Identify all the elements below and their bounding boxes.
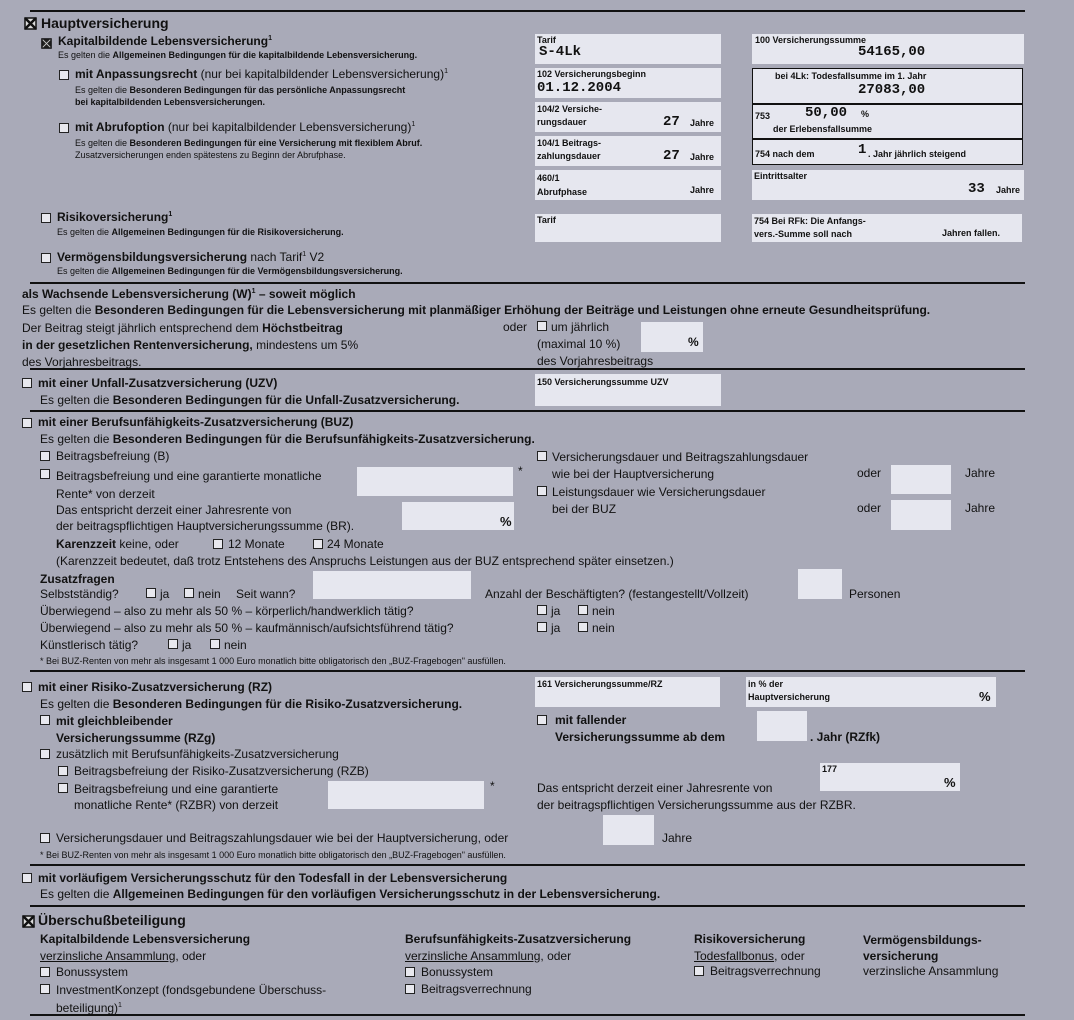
label-line: InvestmentKonzept (fondsgebundene Überschuss- bbox=[56, 983, 327, 997]
hauptversicherung-checkbox[interactable] bbox=[24, 17, 37, 30]
karenzzeit-rest: keine, oder bbox=[116, 537, 179, 551]
buz-bonussystem-label: Bonussystem bbox=[421, 965, 494, 979]
rz-title: mit einer Risiko-Zusatzversicherung (RZ) bbox=[38, 680, 273, 694]
buz-vd-jahre-input[interactable] bbox=[891, 465, 951, 494]
buz-br-label bbox=[56, 467, 322, 503]
divider bbox=[30, 410, 1025, 412]
eintrittsalter-value: 33 bbox=[968, 181, 985, 197]
ueber-buz-default bbox=[405, 949, 571, 963]
unit-label: Jahre bbox=[690, 118, 715, 128]
wachsend-title bbox=[22, 287, 356, 301]
desc-bold: Allgemeinen Bedingungen für den vorläufigen Versicherungsschutz in der Lebensversicherung. bbox=[112, 887, 661, 901]
ueber-vermoegen-title bbox=[863, 932, 982, 964]
buz-bonussystem-checkbox[interactable] bbox=[405, 967, 415, 977]
nein-label: nein bbox=[592, 621, 615, 635]
label-line: mit gleichbleibender bbox=[56, 714, 173, 728]
desc-prefix: Es gelten die bbox=[57, 227, 112, 237]
ja-label: ja bbox=[551, 604, 561, 618]
ueberschuss-checkbox[interactable] bbox=[22, 915, 35, 928]
anpassung-title bbox=[75, 67, 448, 81]
todesfallbonus-link: Todesfallbonus bbox=[694, 949, 775, 963]
divider bbox=[753, 103, 1022, 105]
risiko-title-text: Risikoversicherung bbox=[57, 210, 169, 224]
label-line: rungsdauer bbox=[537, 117, 587, 127]
desc-prefix: Es gelten die bbox=[58, 50, 113, 60]
buz-desc bbox=[40, 432, 535, 446]
buz-vd-checkbox[interactable] bbox=[537, 451, 547, 461]
rz-summe-label: 161 Versicherungssumme/RZ bbox=[537, 679, 663, 689]
checked-x-icon bbox=[24, 17, 37, 30]
nein-label: nein bbox=[224, 638, 247, 652]
buz-entspricht bbox=[56, 502, 354, 534]
selbst-ja-checkbox[interactable] bbox=[146, 588, 156, 598]
percent-label: % bbox=[861, 109, 870, 119]
tarif-field[interactable] bbox=[535, 34, 721, 64]
desc-prefix: Es gelten die bbox=[40, 432, 113, 446]
label-line: 754 Bei RFk: Die Anfangs- bbox=[754, 216, 866, 226]
footnote-mark: 1 bbox=[268, 35, 272, 42]
oder-label: oder bbox=[857, 501, 882, 515]
todesfallsumme-label: bei 4Lk: Todesfallsumme im 1. Jahr bbox=[775, 71, 927, 81]
field-753-value[interactable]: 50,00 bbox=[805, 105, 848, 121]
buz-ld-jahre-input[interactable] bbox=[891, 500, 951, 530]
footnote-mark: 1 bbox=[444, 68, 448, 75]
desc-bold: Besonderen Bedingungen für die Unfall-Zusatzversicherung. bbox=[112, 393, 460, 407]
jahre-label: Jahre bbox=[662, 831, 693, 845]
desc-prefix: Es gelten die bbox=[75, 138, 130, 148]
buz-ld-checkbox[interactable] bbox=[537, 486, 547, 496]
field-754-label: 754 nach dem bbox=[755, 149, 815, 159]
label-line: Vermögensbildungs- bbox=[863, 933, 982, 947]
divider bbox=[30, 670, 1025, 672]
field-754-rest: . Jahr jährlich steigend bbox=[868, 149, 967, 159]
versicherungssumme-label: 100 Versicherungssumme bbox=[755, 35, 867, 45]
rfk-label-end: Jahren fallen. bbox=[942, 228, 1001, 238]
vermoegen-desc bbox=[57, 266, 403, 276]
versicherungssumme-value: 54165,00 bbox=[858, 44, 926, 60]
label-line: Leistungsdauer wie Versicherungsdauer bbox=[552, 485, 766, 499]
beitragszahlungsdauer-field[interactable] bbox=[535, 136, 721, 166]
karenz-12-label: 12 Monate bbox=[228, 537, 285, 551]
tarif-label: Tarif bbox=[537, 215, 556, 225]
rzg-label bbox=[56, 713, 215, 747]
ueber-buz-title: Berufsunfähigkeits-Zusatzversicherung bbox=[405, 932, 632, 946]
rzfk-jahr-input[interactable] bbox=[757, 711, 807, 741]
tarif-risiko-field[interactable] bbox=[535, 214, 721, 242]
buz-vd-label bbox=[552, 449, 808, 483]
percent-label: % bbox=[688, 335, 699, 349]
footnote-mark: 1 bbox=[411, 121, 416, 128]
unit-label: Jahre bbox=[690, 185, 715, 195]
buz-br-percent-input[interactable] bbox=[402, 502, 514, 530]
erlebensfallsumme-label: der Erlebensfallsumme bbox=[773, 124, 873, 134]
jahre-label: Jahre bbox=[965, 501, 996, 515]
label-line: Das entspricht derzeit einer Jahresrente von bbox=[537, 781, 773, 795]
divider bbox=[753, 138, 1022, 140]
buz-b-label: Beitragsbefreiung (B) bbox=[56, 449, 170, 463]
um-jaehrlich-checkbox[interactable] bbox=[537, 321, 547, 331]
zusatzfragen-title: Zusatzfragen bbox=[40, 572, 115, 586]
rz-buz-checkbox[interactable] bbox=[40, 749, 50, 759]
desc-line: Zusatzversicherungen enden spätestens zu Beginn der Abrufphase. bbox=[75, 150, 346, 160]
asterisk: * bbox=[518, 464, 523, 478]
kapital-investment-label bbox=[56, 982, 326, 1016]
vorlaeufig-desc bbox=[40, 887, 660, 901]
rz-buz-label: zusätzlich mit Berufsunfähigkeits-Zusatzversicherung bbox=[56, 747, 339, 761]
buz-checkbox[interactable] bbox=[22, 418, 32, 428]
unit-label: Jahre bbox=[996, 185, 1021, 195]
karenzzeit-note: (Karenzzeit bedeutet, daß trotz Entstehens des Anspruchs Leistungen aus der BUZ entsprechend später einsetzen.) bbox=[56, 554, 674, 568]
desc-bold: Besonderen Bedingungen für eine Versicherung mit flexiblem Abruf. bbox=[129, 138, 423, 148]
todesfall-box bbox=[752, 68, 1023, 165]
uzv-summe-label: 150 Versicherungssumme UZV bbox=[537, 377, 669, 387]
eintrittsalter-field[interactable] bbox=[752, 170, 1024, 200]
label-line: monatliche Rente* (RZBR) von derzeit bbox=[74, 798, 279, 812]
desc-bold: Besonderen Bedingungen für die Risiko-Zusatzversicherung. bbox=[112, 697, 463, 711]
label-line: der beitragspflichtigen Versicherungssumme aus der RZBR. bbox=[537, 798, 856, 812]
rzb-label: Beitragsbefreiung der Risiko-Zusatzversicherung (RZB) bbox=[74, 764, 369, 778]
abruf-title bbox=[75, 120, 415, 134]
abruf-checkbox[interactable] bbox=[59, 123, 69, 133]
label-line: bei der BUZ bbox=[552, 502, 617, 516]
oder-label: oder bbox=[503, 320, 528, 334]
personen-label: Personen bbox=[849, 587, 901, 601]
rz-desc bbox=[40, 697, 462, 711]
vorlaeufig-title: mit vorläufigem Versicherungsschutz für den Todesfall in der Lebensversicherung bbox=[38, 871, 508, 885]
rz-entspricht bbox=[537, 780, 856, 814]
verzinsliche-ansammlung-link: verzinsliche Ansammlung bbox=[40, 949, 176, 963]
versicherungsbeginn-field[interactable] bbox=[535, 68, 721, 98]
abruf-title-bold: mit Abrufoption bbox=[75, 120, 165, 134]
kapital-investment-checkbox[interactable] bbox=[40, 984, 50, 994]
divider bbox=[30, 905, 1025, 907]
versicherungsbeginn-value: 01.12.2004 bbox=[537, 80, 622, 96]
kuenstlerisch-question: Künstlerisch tätig? bbox=[40, 638, 139, 652]
ja-label: ja bbox=[160, 587, 170, 601]
ja-label: ja bbox=[551, 621, 561, 635]
percent-label: % bbox=[979, 689, 991, 704]
buz-beitragsverrechnung-checkbox[interactable] bbox=[405, 984, 415, 994]
uzv-summe-field[interactable] bbox=[535, 374, 721, 406]
rzfk-label: Versicherungssumme ab dem bbox=[555, 730, 726, 744]
kapital-bonussystem-label: Bonussystem bbox=[56, 965, 129, 979]
label-line: vers.-Summe soll nach bbox=[754, 229, 853, 239]
divider bbox=[30, 282, 1025, 284]
nein-label: nein bbox=[592, 604, 615, 618]
kapital-title-text: Kapitalbildende Lebensversicherung bbox=[58, 34, 269, 48]
kuenstlerisch-nein-checkbox[interactable] bbox=[210, 639, 220, 649]
field-754-value[interactable]: 1 bbox=[858, 142, 867, 158]
desc-bold: Besonderen Bedingungen für die Lebensversicherung mit planmäßiger Erhöhung der Beiträge und Leistungen ohne erneute Gesundheitsprüfung. bbox=[94, 303, 931, 317]
karenz-12-checkbox[interactable] bbox=[213, 539, 223, 549]
kapital-bonussystem-checkbox[interactable] bbox=[40, 967, 50, 977]
ueberschuss-title: Überschußbeteiligung bbox=[38, 912, 186, 928]
karenz-24-checkbox[interactable] bbox=[313, 539, 323, 549]
rzg-checkbox[interactable] bbox=[40, 715, 50, 725]
anpassung-desc bbox=[75, 84, 405, 108]
buz-footnote: * Bei BUZ-Renten von mehr als insgesamt 1 000 Euro monatlich bitte obligatorisch den „BUZ-Fragebogen" ausfüllen. bbox=[40, 656, 506, 666]
label-line: wie bei der Hauptversicherung bbox=[552, 467, 715, 481]
label-line: zahlungsdauer bbox=[537, 151, 601, 161]
koerperlich-ja-checkbox[interactable] bbox=[537, 605, 547, 615]
label-line: 104/2 Versiche- bbox=[537, 104, 603, 114]
label-line: Rente* von derzeit bbox=[56, 487, 155, 501]
buz-title: mit einer Berufsunfähigkeits-Zusatzversicherung (BUZ) bbox=[38, 415, 354, 429]
label-line: Beitragsbefreiung und eine garantierte monatliche bbox=[56, 469, 322, 483]
versicherungsdauer-field[interactable] bbox=[535, 102, 721, 132]
tarif-value: S-4Lk bbox=[539, 44, 582, 60]
footnote-mark: 1 bbox=[118, 1002, 122, 1009]
oder-label: , oder bbox=[175, 949, 207, 963]
label-line: in % der bbox=[748, 679, 784, 689]
desc-prefix: Es gelten die bbox=[57, 266, 112, 276]
abruf-title-rest: (nur bei kapitalbildender Lebensversicherung) bbox=[164, 120, 412, 134]
ueber-risiko-default bbox=[694, 949, 805, 963]
label-line: Das entspricht derzeit einer Jahresrente von bbox=[56, 503, 292, 517]
kaufmaennisch-nein-checkbox[interactable] bbox=[578, 622, 588, 632]
ueber-kapital-title: Kapitalbildende Lebensversicherung bbox=[40, 932, 251, 946]
rz-percent-field[interactable] bbox=[746, 677, 996, 707]
ueber-kapital-default bbox=[40, 949, 206, 963]
checked-x-icon bbox=[41, 38, 52, 49]
buz-b-checkbox[interactable] bbox=[40, 451, 50, 461]
risiko-desc bbox=[57, 227, 344, 237]
karenzzeit-label bbox=[56, 537, 179, 551]
vermoegen-title bbox=[57, 250, 324, 264]
label-line: der beitragspflichtigen Hauptversicherungssumme (BR). bbox=[56, 519, 355, 533]
label-line: 460/1 bbox=[537, 173, 560, 183]
rz-vd-label: Versicherungsdauer und Beitragszahlungsdauer wie bei der Hauptversicherung, oder bbox=[56, 831, 509, 845]
rz-checkbox[interactable] bbox=[22, 682, 32, 692]
label-line: Versicherungssumme (RZg) bbox=[56, 731, 216, 745]
divider bbox=[30, 864, 1025, 866]
rzfk-label: mit fallender bbox=[555, 713, 627, 727]
rzbr-rente-input[interactable] bbox=[328, 781, 484, 809]
rz-summe-field[interactable] bbox=[535, 677, 720, 707]
jahre-label: Jahre bbox=[965, 466, 996, 480]
anpassung-title-bold: mit Anpassungsrecht bbox=[75, 67, 198, 81]
anpassung-checkbox[interactable] bbox=[59, 70, 69, 80]
vermoegen-title-bold: Vermögensbildungsversicherung bbox=[57, 250, 248, 264]
percent-label: % bbox=[500, 514, 512, 529]
footnote-mark: 1 bbox=[302, 251, 307, 258]
checked-x-icon bbox=[22, 915, 35, 928]
desc-bold: Allgemeinen Bedingungen für die Vermögensbildungsversicherung. bbox=[111, 266, 403, 276]
rzbr-label bbox=[74, 781, 278, 813]
koerperlich-question: Überwiegend – also zu mehr als 50 % – körperlich/handwerklich tätig? bbox=[40, 604, 414, 618]
desc-bold: Besonderen Bedingungen für das persönliche Anpassungsrecht bbox=[129, 85, 406, 95]
wachsend-title-text: als Wachsende Lebensversicherung (W) bbox=[22, 287, 252, 301]
desc-prefix: Es gelten die bbox=[40, 697, 113, 711]
tarif-label: Tarif bbox=[537, 35, 556, 45]
desc-prefix: Es gelten die bbox=[40, 887, 113, 901]
vermoegen-title-rest: nach Tarif bbox=[247, 250, 303, 264]
rzb-checkbox[interactable] bbox=[58, 766, 68, 776]
seit-wann-input[interactable] bbox=[313, 571, 471, 599]
text: des Vorjahresbeitrags. bbox=[22, 355, 142, 369]
kapital-checkbox[interactable] bbox=[41, 36, 52, 47]
versicherungsdauer-label bbox=[537, 103, 602, 129]
wachsend-desc bbox=[22, 303, 930, 317]
ueber-vermoegen-text: verzinsliche Ansammlung bbox=[863, 964, 999, 978]
seit-wann-label: Seit wann? bbox=[236, 587, 296, 601]
selbststaendig-label: Selbstständig? bbox=[40, 587, 119, 601]
hauptversicherung-title: Hauptversicherung bbox=[41, 15, 169, 31]
rzfk-jahr-label: . Jahr (RZfk) bbox=[810, 730, 881, 744]
karenzzeit-bold: Karenzzeit bbox=[56, 537, 117, 551]
desc-bold: Allgemeinen Bedingungen für die Risikoversicherung. bbox=[111, 227, 344, 237]
label-line: Abrufphase bbox=[537, 187, 588, 197]
koerperlich-nein-checkbox[interactable] bbox=[578, 605, 588, 615]
percent-label: % bbox=[944, 775, 956, 790]
label-line: 104/1 Beitrags- bbox=[537, 138, 602, 148]
kapital-title bbox=[58, 34, 272, 48]
verzinsliche-ansammlung-link: verzinsliche Ansammlung bbox=[405, 949, 541, 963]
ueber-risiko-title: Risikoversicherung bbox=[694, 932, 806, 946]
text-bold: in der gesetzlichen Rentenversicherung, bbox=[22, 338, 253, 352]
eintrittsalter-label: Eintrittsalter bbox=[754, 171, 808, 181]
abruf-desc bbox=[75, 137, 422, 161]
rzfk-checbox[interactable] bbox=[537, 715, 547, 725]
uzv-desc bbox=[40, 393, 459, 407]
buz-beitragsverrechnung-label: Beitragsverrechnung bbox=[421, 982, 532, 996]
footnote-mark: 1 bbox=[168, 211, 173, 218]
desc-bold: bei kapitalbildenden Lebensversicherungen. bbox=[75, 97, 266, 107]
vorlaeufig-checkbox[interactable] bbox=[22, 873, 32, 883]
desc-prefix: Es gelten die bbox=[75, 85, 130, 95]
versicherungssumme-field[interactable] bbox=[752, 34, 1024, 64]
asterisk: * bbox=[490, 779, 495, 793]
um-jaehrlich-label: um jährlich bbox=[551, 320, 610, 334]
label-line: versicherung bbox=[863, 949, 939, 963]
karenz-24-label: 24 Monate bbox=[327, 537, 384, 551]
rfk-label bbox=[754, 215, 866, 241]
desc-bold: Allgemeinen Bedingungen für die kapitalbildende Lebensversicherung. bbox=[112, 50, 418, 60]
uzv-title: mit einer Unfall-Zusatzversicherung (UZV) bbox=[38, 376, 278, 390]
label-line: beteiligung) bbox=[56, 1001, 119, 1015]
risiko-beitragsverrechnung-checkbox[interactable] bbox=[694, 966, 704, 976]
abrufphase-field[interactable] bbox=[535, 170, 721, 200]
desc-prefix: Es gelten die bbox=[22, 303, 95, 317]
kuenstlerisch-ja-checkbox[interactable] bbox=[168, 639, 178, 649]
text: mindestens um 5% bbox=[252, 338, 359, 352]
desc-bold: Besonderen Bedingungen für die Berufsunfähigkeits-Zusatzversicherung. bbox=[112, 432, 535, 446]
buz-br-checkbox[interactable] bbox=[40, 469, 50, 479]
wachsend-text bbox=[22, 320, 358, 371]
rz-vd-checkbox[interactable] bbox=[40, 833, 50, 843]
field-753-code: 753 bbox=[755, 111, 771, 121]
buz-ld-label bbox=[552, 484, 765, 518]
text-bold: Höchstbeitrag bbox=[262, 321, 343, 335]
risiko-title bbox=[57, 210, 172, 224]
unit-label: Jahre bbox=[690, 152, 715, 162]
kaufmaennisch-ja-checkbox[interactable] bbox=[537, 622, 547, 632]
rzbr-checkbox[interactable] bbox=[58, 783, 68, 793]
text: Der Beitrag steigt jährlich entsprechend dem bbox=[22, 321, 263, 335]
divider bbox=[30, 10, 1025, 12]
versicherungsdauer-value: 27 bbox=[663, 114, 680, 130]
anpassung-title-rest: (nur bei kapitalbildender Lebensversicherung) bbox=[197, 67, 445, 81]
vermoegen-title-end: V2 bbox=[306, 250, 325, 264]
versicherungsbeginn-label: 102 Versicherungsbeginn bbox=[537, 69, 647, 79]
anzahl-input[interactable] bbox=[798, 569, 842, 599]
kaufmaennisch-question: Überwiegend – also zu mehr als 50 % – kaufmännisch/aufsichtsführend tätig? bbox=[40, 621, 454, 635]
risiko-beitragsverrechnung-label: Beitragsverrechnung bbox=[710, 964, 821, 978]
beitragszahlungsdauer-value: 27 bbox=[663, 148, 680, 164]
wachsend-title-end: – soweit möglich bbox=[255, 287, 356, 301]
label-line: Versicherungsdauer und Beitragszahlungsdauer bbox=[552, 450, 809, 464]
buz-rente-input[interactable] bbox=[357, 467, 513, 496]
footnote-mark: 1 bbox=[251, 288, 256, 295]
anzahl-label: Anzahl der Beschäftigten? (festangestellt/Vollzeit) bbox=[485, 587, 749, 601]
desc-prefix: Es gelten die bbox=[40, 393, 113, 407]
uzv-checkbox[interactable] bbox=[22, 378, 32, 388]
abrufphase-label bbox=[537, 171, 587, 199]
field-177-label: 177 bbox=[822, 764, 838, 774]
rz-percent-label bbox=[748, 678, 830, 704]
oder-label: , oder bbox=[540, 949, 572, 963]
beitragszahlungsdauer-label bbox=[537, 137, 601, 163]
kapital-desc bbox=[58, 50, 417, 60]
rfk-field[interactable] bbox=[752, 214, 1022, 242]
rz-vd-jahre-input[interactable] bbox=[603, 815, 654, 845]
buz-footnote: * Bei BUZ-Renten von mehr als insgesamt 1 000 Euro monatlich bitte obligatorisch den „BUZ-Fragebogen" ausfüllen. bbox=[40, 850, 506, 860]
vermoegen-checkbox[interactable] bbox=[41, 253, 51, 263]
nein-label: nein bbox=[198, 587, 221, 601]
vorjahresbeitrags-label: des Vorjahresbeitrags bbox=[537, 354, 654, 368]
label-line: Hauptversicherung bbox=[748, 692, 831, 702]
todesfallsumme-value[interactable]: 27083,00 bbox=[858, 82, 926, 98]
ja-label: ja bbox=[182, 638, 192, 652]
label-line: Beitragsbefreiung und eine garantierte bbox=[74, 782, 279, 796]
oder-label: oder bbox=[857, 466, 882, 480]
selbst-nein-checkbox[interactable] bbox=[184, 588, 194, 598]
maximal-label: (maximal 10 %) bbox=[537, 337, 621, 351]
oder-label: , oder bbox=[774, 949, 805, 963]
risiko-checkbox[interactable] bbox=[41, 213, 51, 223]
